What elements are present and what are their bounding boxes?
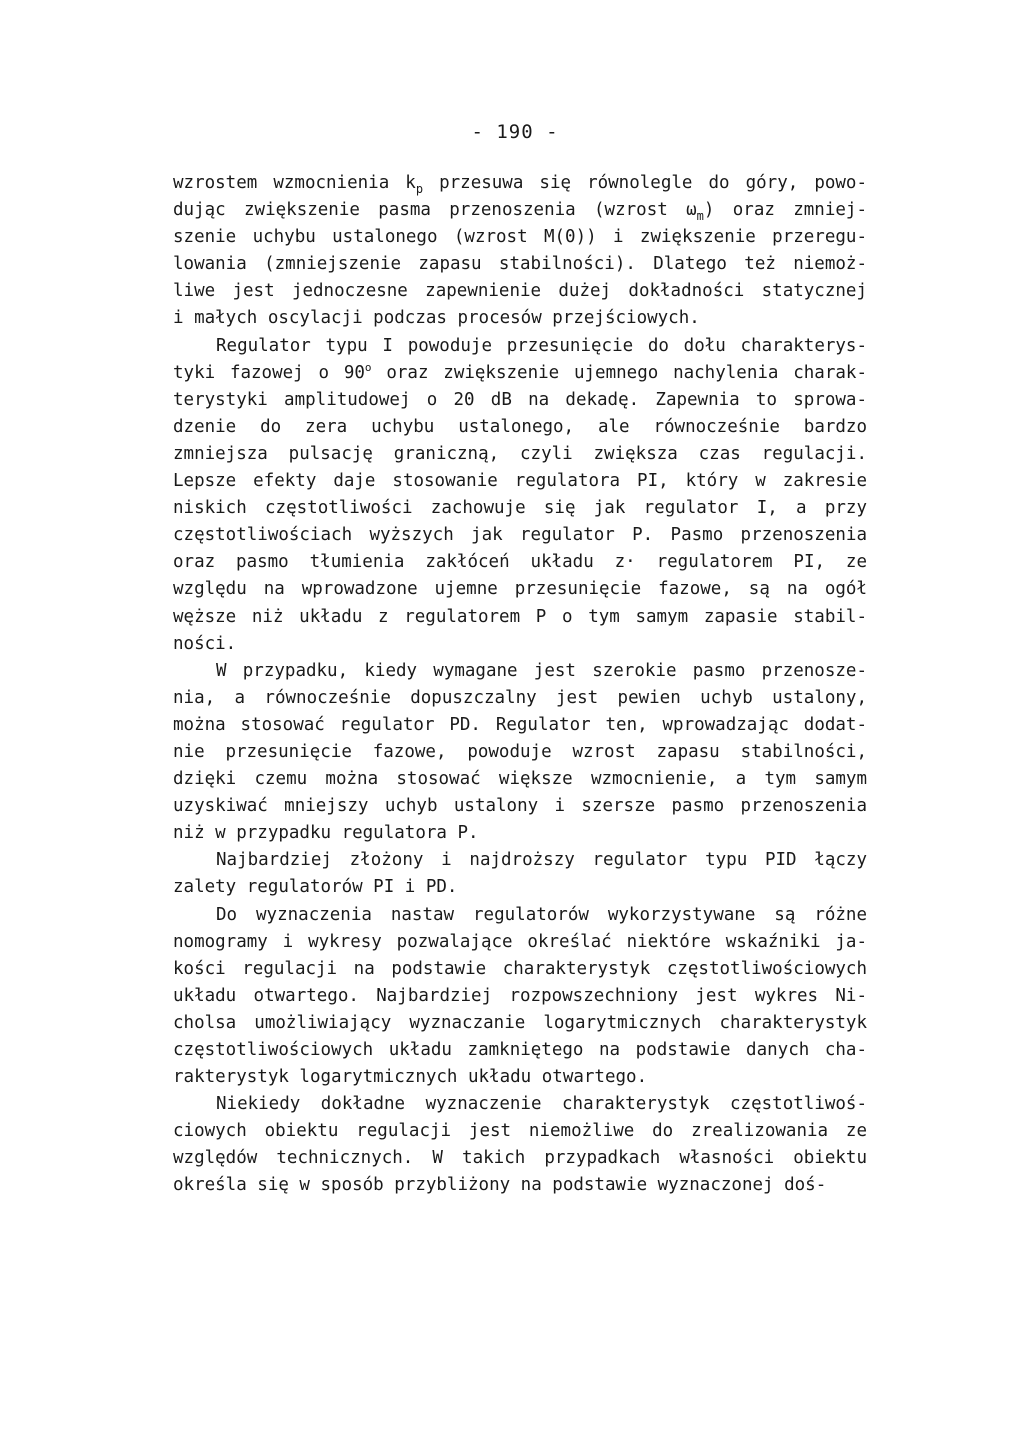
paragraph xyxy=(173,333,867,658)
text-line xyxy=(173,251,867,278)
text-line xyxy=(173,278,867,305)
text-line xyxy=(173,197,867,224)
text-run: przesuwa się równolegle do góry, powo- xyxy=(423,173,867,193)
text-run: względów technicznych. W takich przypadkach własności obiektu xyxy=(173,1148,867,1169)
text-run: względu na wprowadzone ujemne przesunięcie fazowe, są na ogół xyxy=(173,579,867,600)
text-line xyxy=(173,658,867,685)
text-run: węższe niż układu z regulatorem P o tym samym zapasie stabil- xyxy=(173,606,867,627)
subscript: m xyxy=(696,209,704,224)
text-line xyxy=(173,468,867,495)
text-run: kości regulacji na podstawie charakterystyk częstotliwościowych xyxy=(173,958,867,979)
text-run: ciowych obiektu regulacji jest niemożliwe do zrealizowania ze xyxy=(173,1121,867,1142)
text-run: oraz zwiększenie ujemnego nachylenia charak- xyxy=(371,362,867,383)
text-line xyxy=(173,604,867,631)
text-line xyxy=(173,874,867,901)
text-run: rakterystyk logarytmicznych układu otwartego. xyxy=(173,1067,648,1088)
text-run: określa się w sposób przybliżony na podstawie wyznaczonej doś- xyxy=(173,1175,827,1196)
text-run: wzrostem wzmocnienia k xyxy=(173,173,416,193)
text-line xyxy=(173,739,867,766)
text-run: i małych oscylacji podczas procesów przejściowych. xyxy=(173,308,700,329)
text-line xyxy=(173,712,867,739)
text-line xyxy=(173,333,867,360)
text-line xyxy=(173,305,867,332)
body-text xyxy=(173,170,867,1200)
paragraph xyxy=(173,1091,867,1199)
text-line xyxy=(173,685,867,712)
text-line xyxy=(173,1145,867,1172)
text-run: Regulator typu I powoduje przesunięcie do dołu charakterys- xyxy=(216,335,867,356)
text-run: liwe jest jednoczesne zapewnienie dużej dokładności statycznej xyxy=(173,281,867,302)
text-run: dzięki czemu można stosować większe wzmocnienie, a tym samym xyxy=(173,769,867,790)
paragraph xyxy=(173,902,867,1092)
text-line xyxy=(173,1091,867,1118)
text-line xyxy=(173,414,867,441)
text-line xyxy=(173,360,867,387)
text-run: uzyskiwać mniejszy uchyb ustalony i szersze pasmo przenoszenia xyxy=(173,796,867,817)
text-run: terystyki amplitudowej o 20 dB na dekadę. Zapewnia to sprowa- xyxy=(173,389,867,410)
text-line xyxy=(173,1118,867,1145)
text-run: ności. xyxy=(173,633,237,654)
text-run: nia, a równocześnie dopuszczalny jest pewien uchyb ustalony, xyxy=(173,687,867,708)
text-run: Niekiedy dokładne wyznaczenie charakterystyk częstotliwoś- xyxy=(216,1094,867,1115)
text-line xyxy=(173,1010,867,1037)
text-line xyxy=(173,387,867,414)
text-run: tyki fazowej o 90 xyxy=(173,362,365,383)
text-line xyxy=(173,224,867,251)
text-run: częstotliwościowych układu zamkniętego na podstawie danych cha- xyxy=(173,1040,867,1060)
text-run: niskich częstotliwości zachowuje się jak regulator I, a przy xyxy=(173,498,867,519)
text-line xyxy=(173,495,867,522)
text-run: można stosować regulator PD. Regulator ten, wprowadzając dodat- xyxy=(173,714,867,735)
text-line xyxy=(173,631,867,658)
text-line xyxy=(173,1037,867,1064)
paragraph xyxy=(173,170,867,333)
paragraph xyxy=(173,847,867,901)
text-run: Najbardziej złożony i najdroższy regulator typu PID łączy xyxy=(216,850,867,871)
text-run: niż w przypadku regulatora P. xyxy=(173,823,479,844)
text-line xyxy=(173,983,867,1010)
text-line xyxy=(173,820,867,847)
subscript: p xyxy=(415,182,424,196)
text-run: dzenie do zera uchybu ustalonego, ale równocześnie bardzo xyxy=(173,416,867,437)
text-run: ) oraz zmniej- xyxy=(703,200,867,221)
text-run: oraz pasmo tłumienia zakłóceń układu z· regulatorem PI, ze xyxy=(173,552,867,573)
text-run: szenie uchybu ustalonego (wzrost M(0)) i zwiększenie przeregu- xyxy=(173,227,867,248)
text-run: dując zwiększenie pasma przenoszenia (wzrost ω xyxy=(173,200,697,221)
text-run: Lepsze efekty daje stosowanie regulatora PI, który w zakresie xyxy=(173,471,867,492)
text-line xyxy=(173,1172,867,1199)
paragraph xyxy=(173,658,867,848)
text-run: zalety regulatorów PI i PD. xyxy=(173,877,458,898)
text-line xyxy=(173,576,867,603)
text-run: częstotliwościach wyższych jak regulator P. Pasmo przenoszenia xyxy=(173,525,867,546)
text-line xyxy=(173,847,867,874)
text-line xyxy=(173,902,867,929)
text-line xyxy=(173,793,867,820)
text-line xyxy=(173,1064,867,1091)
text-line xyxy=(173,766,867,793)
text-line xyxy=(173,549,867,576)
text-run: W przypadku, kiedy wymagane jest szerokie pasmo przenosze- xyxy=(216,660,867,681)
text-run: lowania (zmniejszenie zapasu stabilności). Dlatego też niemoż- xyxy=(173,254,867,275)
text-run: układu otwartego. Najbardziej rozpowszechniony jest wykres Ni- xyxy=(173,985,867,1006)
text-run: zmniejsza pulsację graniczną, czyli zwiększa czas regulacji. xyxy=(173,443,867,464)
text-line xyxy=(173,441,867,468)
text-run: cholsa umożliwiający wyznaczanie logarytmicznych charakterystyk xyxy=(173,1012,867,1033)
text-line xyxy=(173,956,867,983)
text-line xyxy=(173,929,867,956)
text-run: Do wyznaczenia nastaw regulatorów wykorzystywane są różne xyxy=(216,904,867,925)
text-run: nomogramy i wykresy pozwalające określać niektóre wskaźniki ja- xyxy=(173,931,867,952)
text-line xyxy=(173,522,867,549)
page-number: - 190 - xyxy=(471,121,559,143)
superscript: o xyxy=(364,360,372,374)
text-line xyxy=(173,170,867,197)
text-run: nie przesunięcie fazowe, powoduje wzrost zapasu stabilności, xyxy=(173,741,867,762)
